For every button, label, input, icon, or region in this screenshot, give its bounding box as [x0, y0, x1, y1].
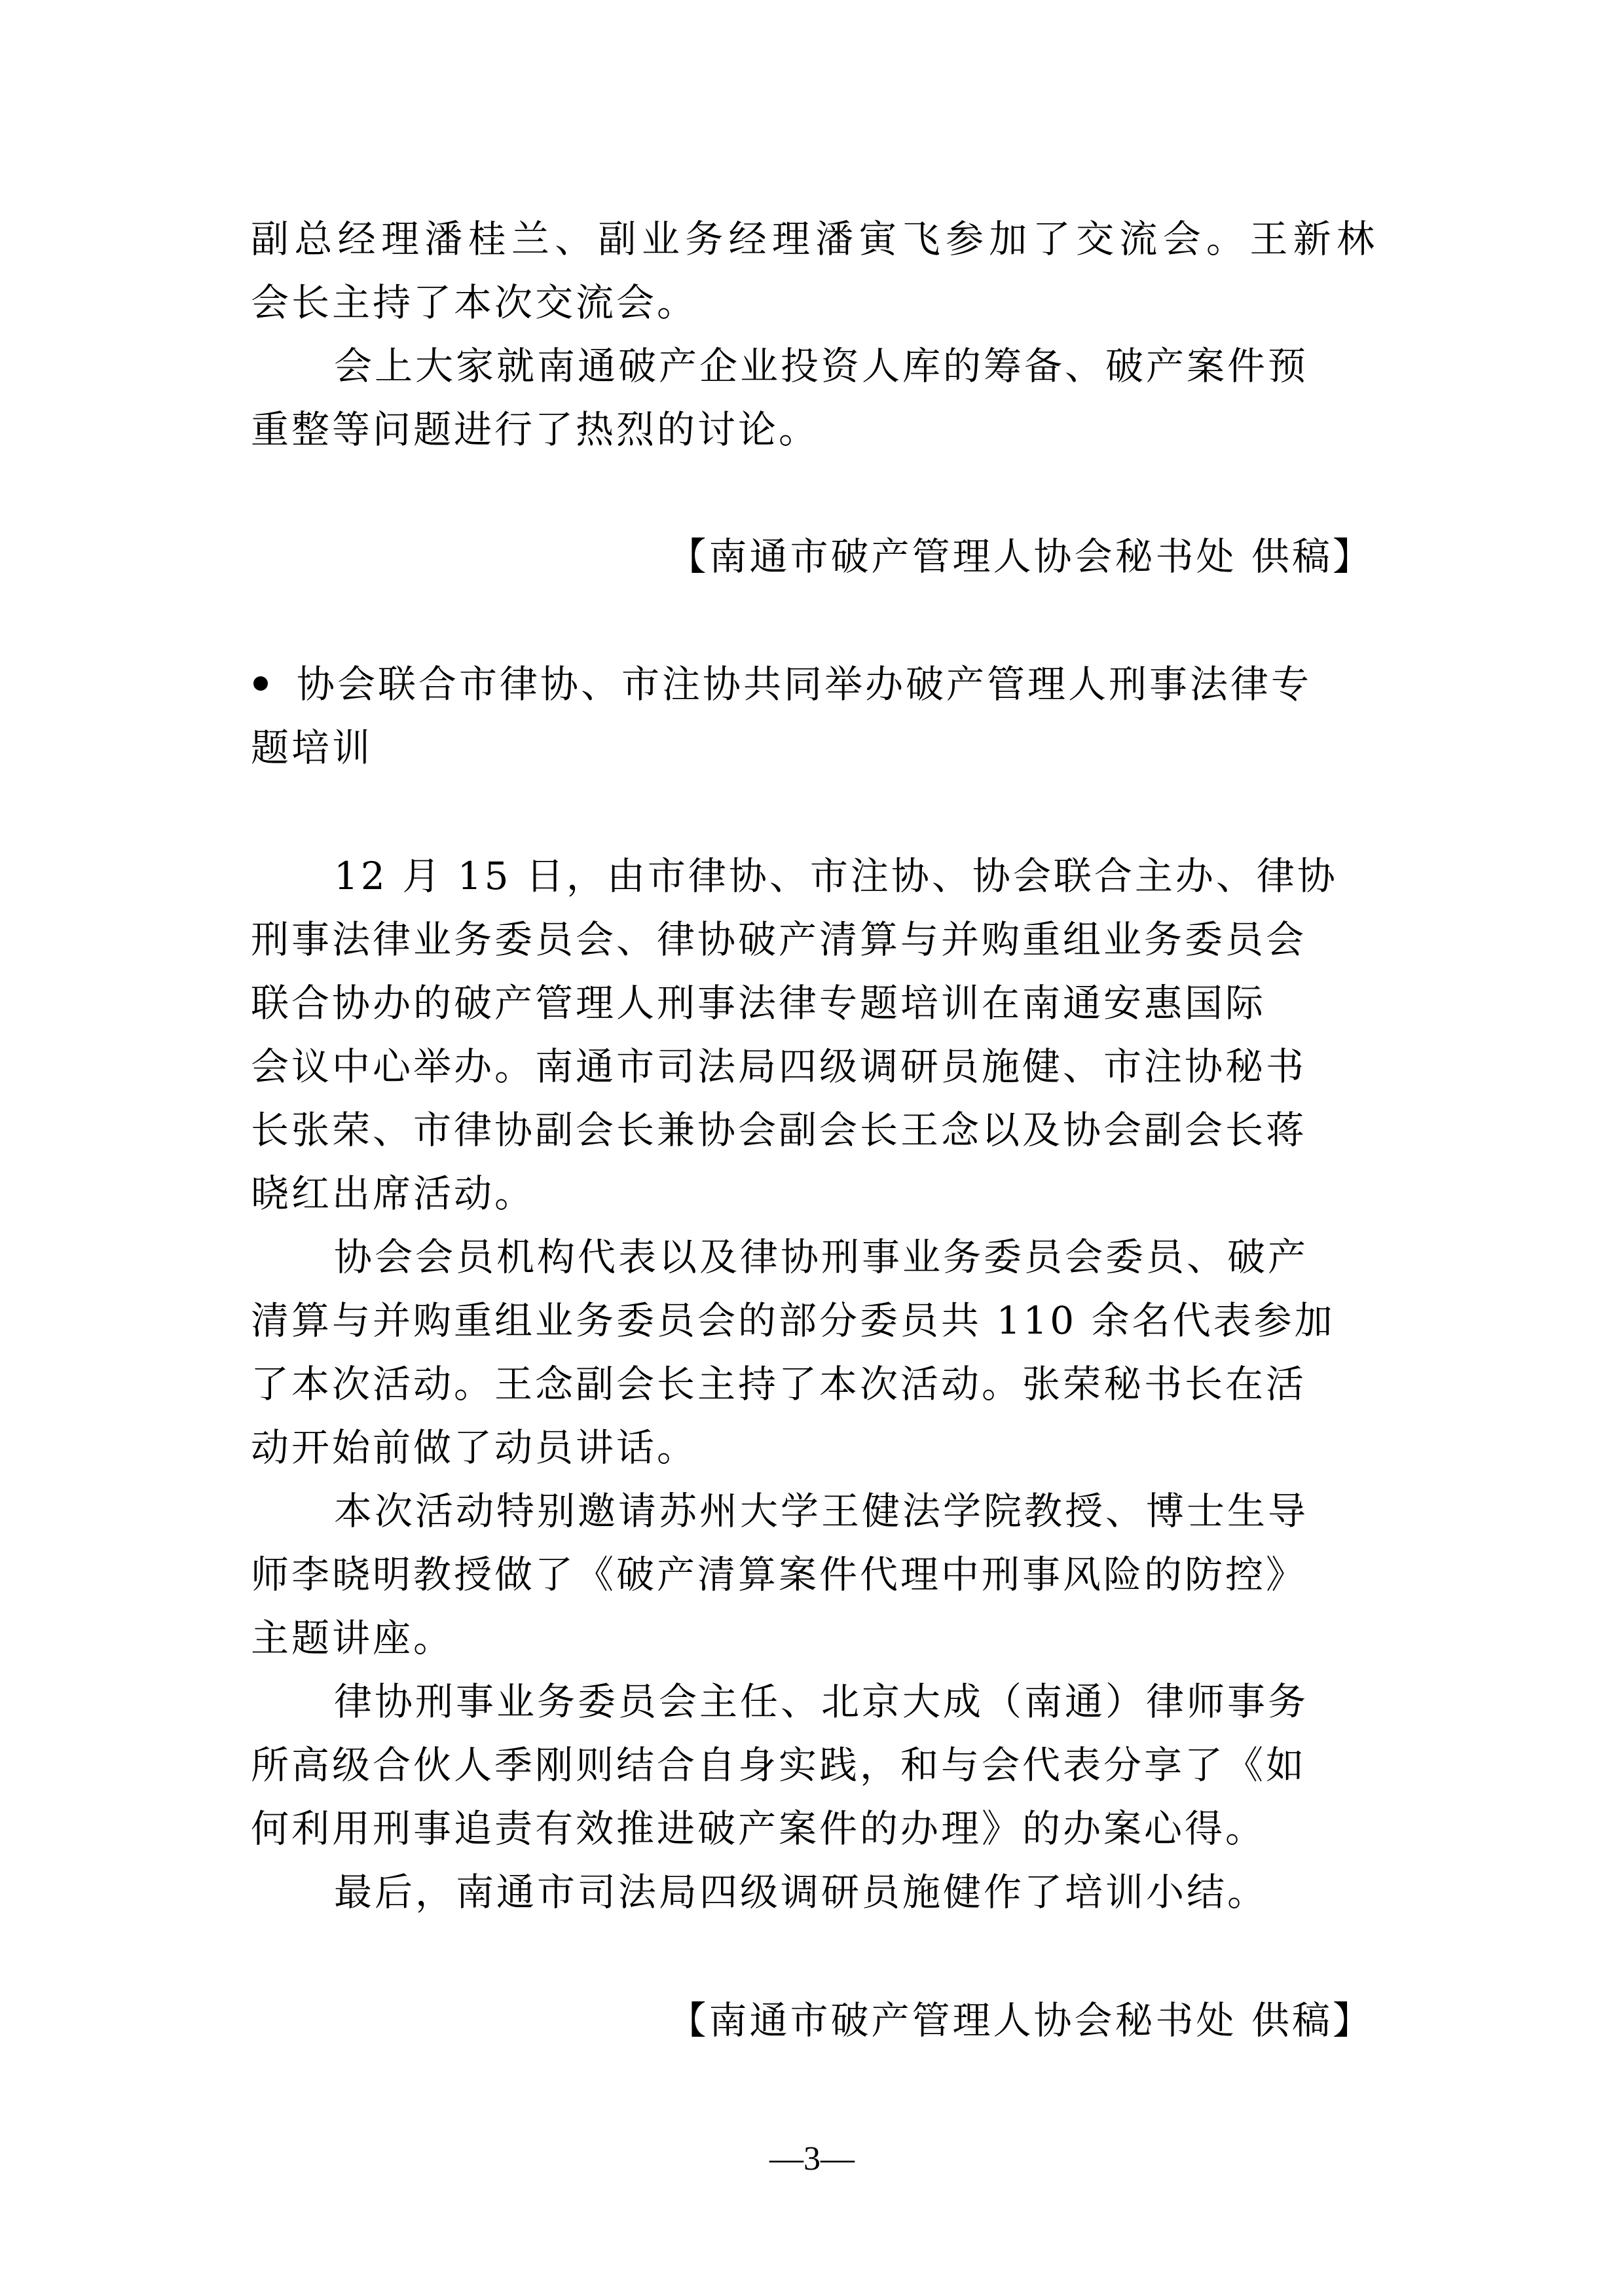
paragraph-line: 协会会员机构代表以及律协刑事业务委员会委员、破产: [334, 1235, 1309, 1279]
paragraph-line: 副总经理潘桂兰、副业务经理潘寅飞参加了交流会。王新林: [251, 217, 1377, 261]
paragraph-line: 动开始前做了动员讲话。: [251, 1425, 698, 1470]
paragraph-line: 长张荣、市律协副会长兼协会副会长王念以及协会副会长蒋: [251, 1108, 1307, 1152]
source-attribution: 【南通市破产管理人协会秘书处 供稿】: [668, 534, 1373, 579]
paragraph-line: 师李晓明教授做了《破产清算案件代理中刑事风险的防控》: [251, 1552, 1307, 1597]
bullet-icon: [253, 676, 268, 691]
paragraph-line: 何利用刑事追责有效推进破产案件的办理》的办案心得。: [251, 1806, 1266, 1851]
paragraph-line: 重整等问题进行了热烈的讨论。: [251, 407, 820, 452]
paragraph-line: 最后，南通市司法局四级调研员施健作了培训小结。: [334, 1870, 1268, 1914]
section-heading-text: 协会联合市律协、市注协共同举办破产管理人刑事法律专: [297, 662, 1312, 706]
paragraph-line: 联合协办的破产管理人刑事法律专题培训在南通安惠国际: [251, 981, 1266, 1025]
paragraph-line: 所高级合伙人季刚则结合自身实践，和与会代表分享了《如: [251, 1743, 1307, 1787]
paragraph-line: 会上大家就南通破产企业投资人库的筹备、破产案件预: [334, 344, 1309, 388]
paragraph-line: 12 月 15 日，由市律协、市注协、协会联合主办、律协: [334, 854, 1338, 898]
section-heading: [251, 661, 1377, 707]
paragraph-line: 会长主持了本次交流会。: [251, 280, 698, 325]
paragraph-line: 刑事法律业务委员会、律协破产清算与并购重组业务委员会: [251, 917, 1307, 962]
paragraph-line: 清算与并购重组业务委员会的部分委员共 110 余名代表参加: [251, 1298, 1335, 1343]
page-number: —3—: [769, 2140, 855, 2178]
paragraph-line: 主题讲座。: [251, 1616, 454, 1660]
paragraph-line: 律协刑事业务委员会主任、北京大成（南通）律师事务: [334, 1679, 1309, 1724]
section-heading-line: 题培训: [251, 725, 373, 770]
source-attribution: 【南通市破产管理人协会秘书处 供稿】: [668, 1998, 1373, 2043]
paragraph-line: 本次活动特别邀请苏州大学王健法学院教授、博士生导: [334, 1489, 1309, 1533]
paragraph-line: 会议中心举办。南通市司法局四级调研员施健、市注协秘书: [251, 1044, 1307, 1089]
paragraph-line: 了本次活动。王念副会长主持了本次活动。张荣秘书长在活: [251, 1362, 1307, 1406]
paragraph-line: 晓红出席活动。: [251, 1171, 536, 1216]
